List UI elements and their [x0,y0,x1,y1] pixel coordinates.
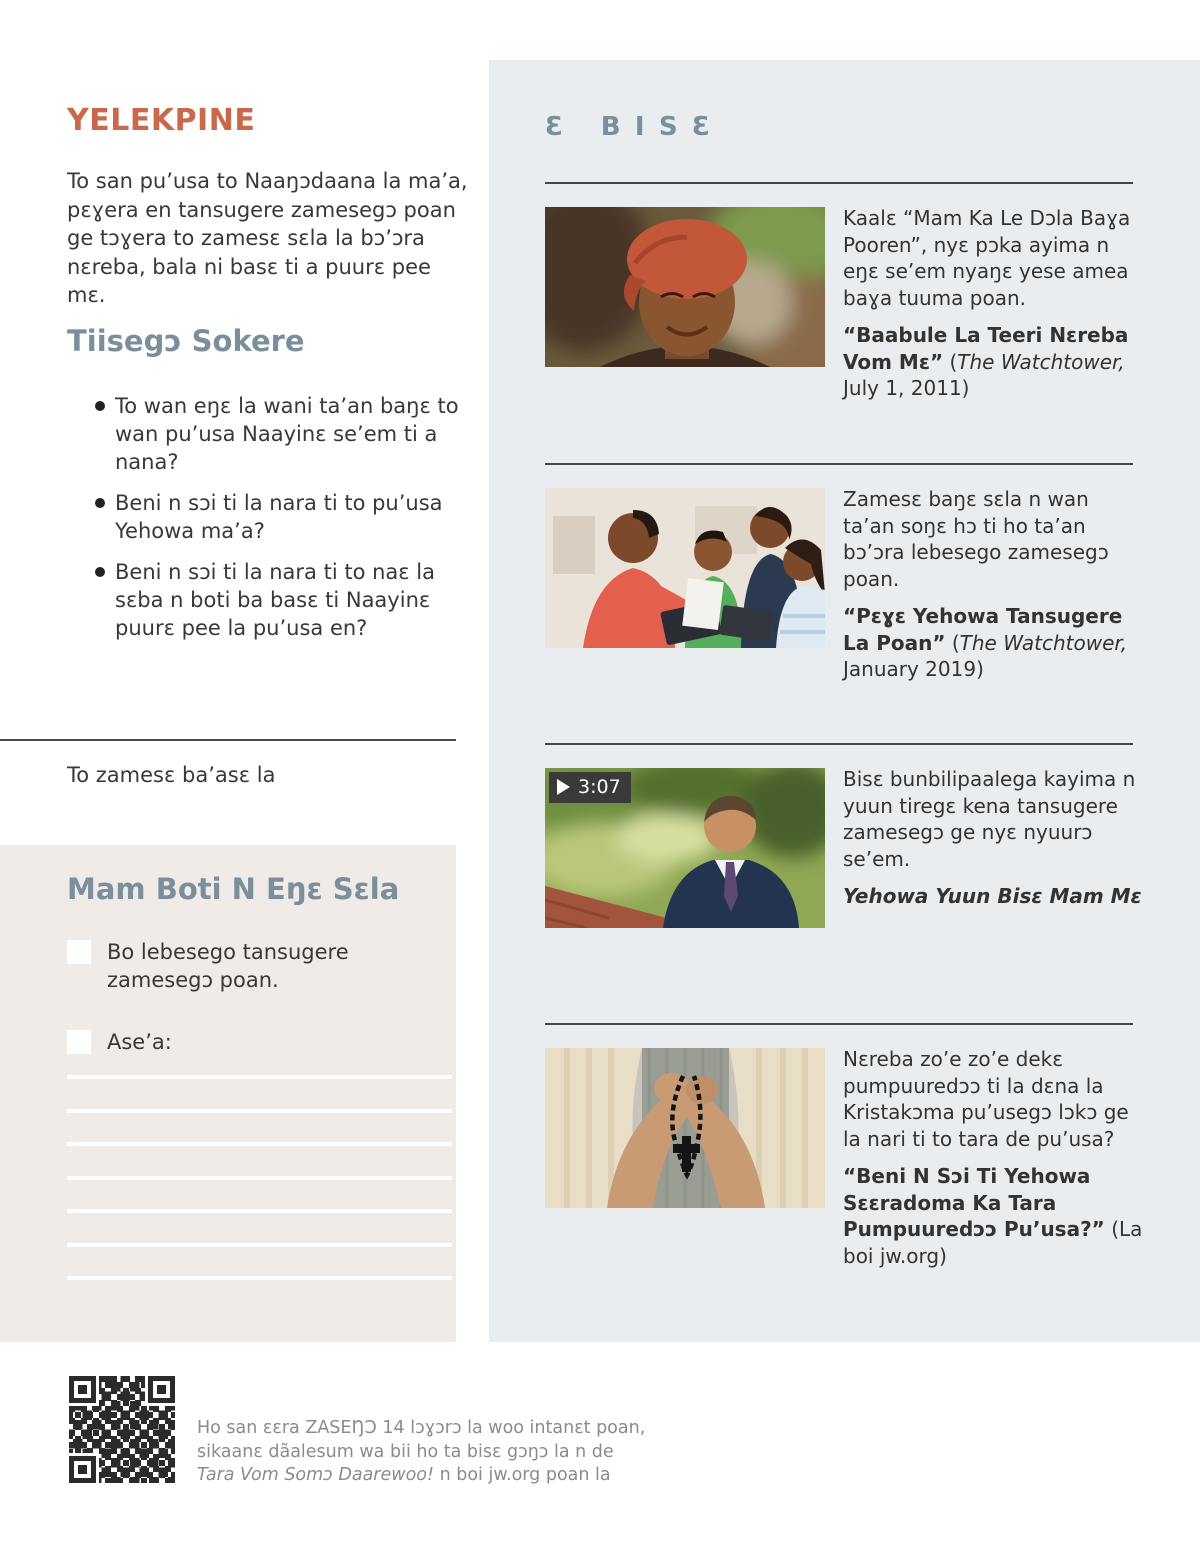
article-item-text [843,766,1145,910]
reference-date: January 2019) [843,657,984,681]
review-question [67,392,459,476]
reference-title: “Pɛɣɛ Yehowa Tansugere La Poan” [843,604,1123,655]
review-question [67,489,459,545]
reference-title: “Beni N Sɔi Ti Yehowa Sɛɛradoma Ka Tara Pumpuuredɔɔ Pu’usa?” [843,1164,1105,1241]
footer-note [197,1417,667,1488]
intro-paragraph: To san pu’usa to Naaŋɔdaana la ma’a, pɛɣera en tansugere zamesegɔ poan ge tɔɣera to zamesɛ sɛla la bɔ’ɔra nɛreba, bala ni basɛ ti a puurɛ pee mɛ. [67,169,468,307]
reference-publication: The Watchtower, [959,630,1128,655]
reference-title: “Baabule La Teeri Nɛreba Vom Mɛ” [843,323,1129,374]
article-item-text [843,205,1145,402]
article-description: Nɛreba zo’e zo’e dekɛ pumpuuredɔɔ ti la dɛna la Kristakɔma pu’usegɔ lɔkɔ ge la nari ti to tara de pu’usa? [843,1047,1129,1151]
article-item-text [843,486,1145,683]
item-divider [545,182,1133,184]
articles-panel [489,60,1200,1342]
qr-code [67,1374,177,1485]
elderly-woman-headwrap-photo [545,207,825,367]
goal-checkbox[interactable] [67,1030,91,1054]
item-divider [545,463,1133,465]
qr-finder-icon [69,1376,96,1403]
review-question-text: Beni n sɔi ti la nara ti to pu’usa Yehowa ma’a? [115,491,443,543]
article-description: Zamesɛ baŋɛ sɛla n wan ta’an soŋɛ hɔ ti ho ta’an bɔ’ɔra lebesego zamesegɔ poan. [843,487,1109,591]
reference-separator: ( [943,349,958,374]
writing-line [67,1209,452,1213]
panel-title: Ɛ BISƐ [545,112,725,142]
reference-publication: The Watchtower, [957,349,1125,374]
goal-checkbox[interactable] [67,940,91,964]
video-duration: 3:07 [578,776,621,798]
footer-line-1: Ho san ɛɛra ZASEŊƆ 14 lɔɣɔrɔ la woo intanɛt poan, [197,1418,646,1438]
play-icon [557,779,570,795]
article-reference [843,883,1145,910]
reference-source: (La boi jw.org) [843,1217,1143,1268]
review-question-text: To wan eŋɛ la wani ta’an baŋɛ to wan pu’usa Naayinɛ se’em ti a nana? [115,394,459,474]
study-complete-label: To zamesɛ ba’asɛ la [67,763,276,787]
article-item-text [843,1046,1145,1269]
reference-date: July 1, 2011) [843,376,970,400]
goals-title: Mam Boti N Eŋɛ Sɛla [67,872,400,906]
writing-line [67,1075,452,1079]
article-description: Kaalɛ “Mam Ka Le Dɔla Baɣa Pooren”, nyɛ pɔka ayima n eŋɛ se’em nyaŋɛ yese amea baɣa tuuma poan. [843,206,1131,310]
reference-video-title: Yehowa Yuun Bisɛ Mam Mɛ [843,884,1142,908]
footer-line-3-rest: n boi jw.org poan la [434,1465,611,1485]
video-duration-badge [549,772,631,803]
qr-finder-icon [69,1456,96,1483]
writing-line [67,1142,452,1146]
goal-label: Ase’a: [107,1030,172,1054]
article-reference [843,603,1145,683]
writing-line [67,1276,452,1280]
review-question-list [67,392,459,655]
article-reference [843,322,1145,402]
goal-item [67,938,407,994]
review-section-title: Tiisegɔ Sokere [67,324,305,358]
goals-box [0,845,456,1342]
review-question-text: Beni n sɔi ti la nara ti to naɛ la sɛba n boti ba basɛ ti Naayinɛ puurɛ pee la pu’usa en? [115,560,436,640]
writing-line [67,1243,452,1247]
family-bible-study-photo [545,488,825,648]
reference-separator: ( [945,630,960,655]
footer-publication-title: Tara Vom Somɔ Daarewoo! [197,1465,434,1485]
footer-line-2: sikaanɛ dãalesum wa bii ho ta bisɛ gɔŋɔ la n de [197,1441,614,1462]
qr-finder-icon [148,1376,175,1403]
page-title: YELEKPINE [67,103,256,138]
goal-label: Bo lebesego tansugere zamesegɔ poan. [107,940,349,992]
review-question [67,558,459,642]
article-description: Bisɛ bunbilipaalega kayima n yuun tiregɛ kena tansugere zamesegɔ ge nyɛ nyuurɔ se’em. [843,767,1136,871]
item-divider [545,743,1133,745]
left-divider-line [0,739,456,741]
article-reference [843,1163,1145,1269]
item-divider [545,1023,1133,1025]
goal-item [67,1028,407,1056]
writing-line [67,1109,452,1113]
writing-line [67,1176,452,1180]
hands-holding-rosary-photo [545,1048,825,1208]
